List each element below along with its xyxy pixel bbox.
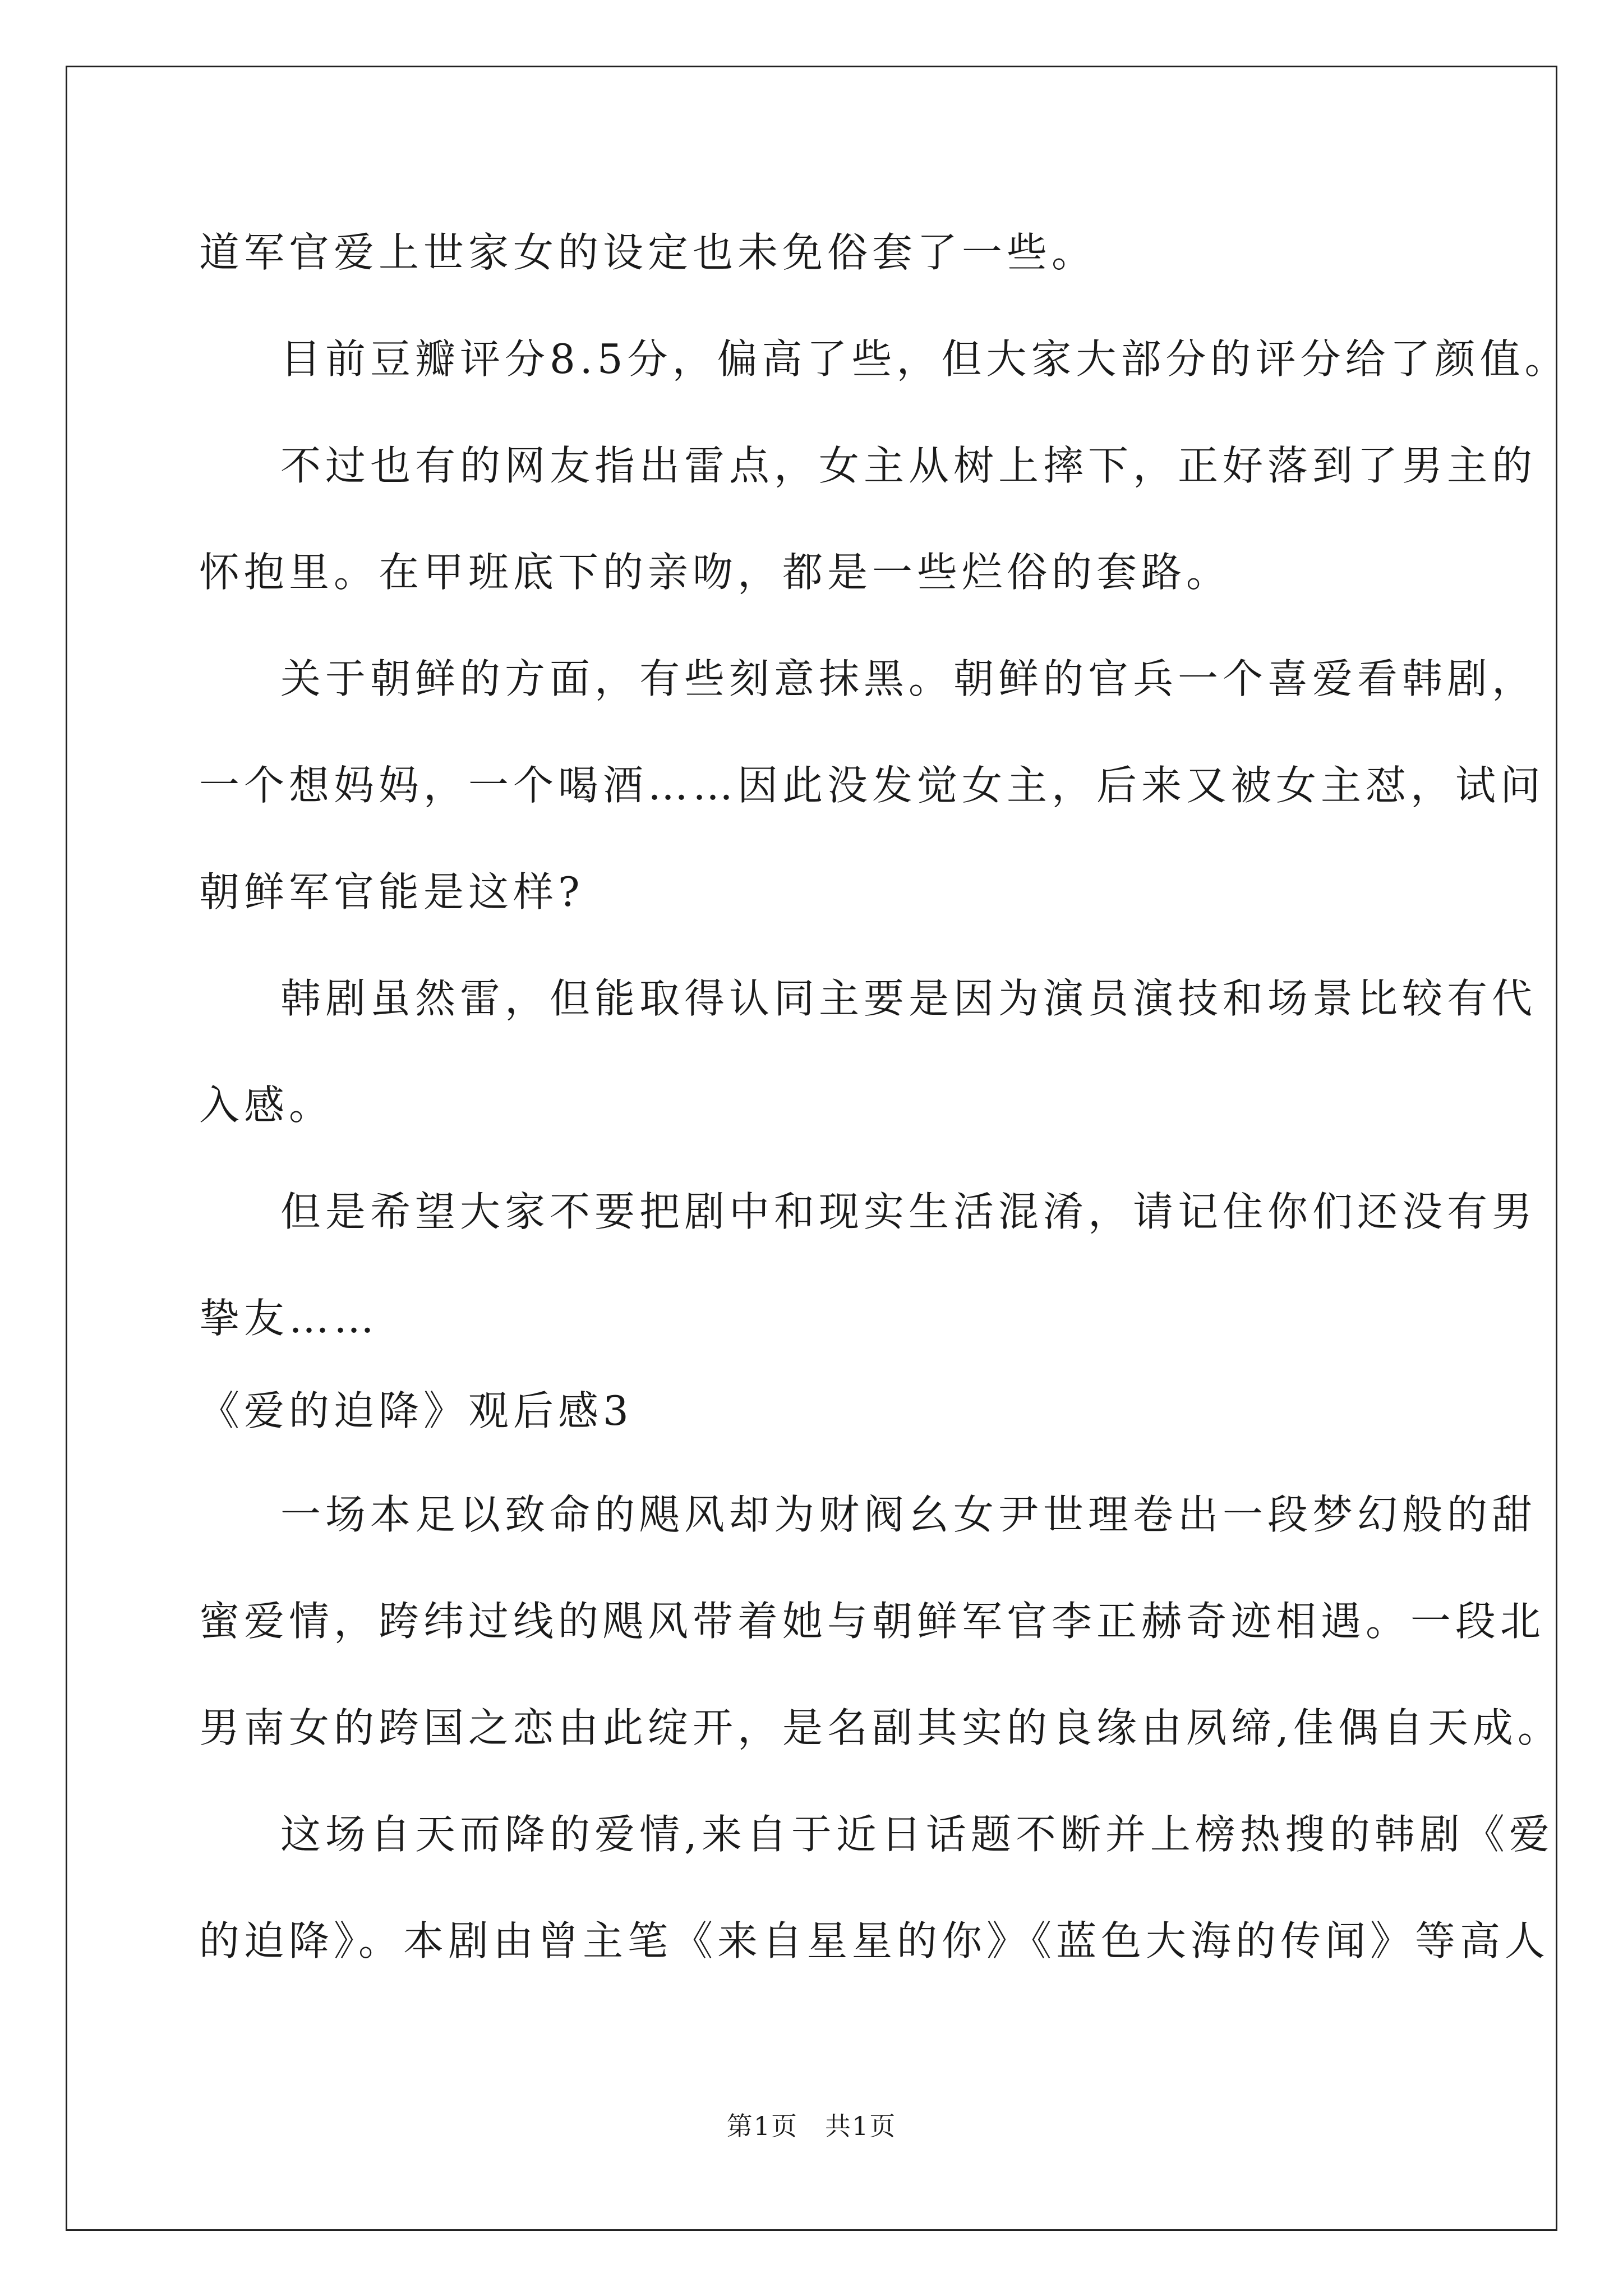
section-heading: 《爱的迫降》观后感3	[199, 1387, 633, 1434]
body-line-6: 一个想妈妈，一个喝酒……因此没发觉女主，后来又被女主怼，试问	[199, 762, 1546, 809]
page-footer: 第1页 共1页	[726, 2111, 897, 2141]
body-line-2: 目前豆瓣评分8.5分，偏高了些，但大家大部分的评分给了颜值。	[280, 335, 1570, 383]
body-line-9: 入感。	[199, 1082, 334, 1129]
body-line-11: 挚友……	[199, 1295, 379, 1342]
body-line-3: 不过也有的网友指出雷点，女主从树上摔下，正好落到了男主的	[280, 442, 1537, 489]
body-line-16: 的迫降》。本剧由曾主笔《来自星星的你》《蓝色大海的传闻》等高人	[199, 1917, 1550, 1964]
body-line-14: 男南女的跨国之恋由此绽开，是名副其实的良缘由夙缔,佳偶自天成。	[199, 1704, 1562, 1751]
body-line-8: 韩剧虽然雷，但能取得认同主要是因为演员演技和场景比较有代	[280, 975, 1537, 1022]
body-line-13: 蜜爱情，跨纬过线的飓风带着她与朝鲜军官李正赫奇迹相遇。一段北	[199, 1598, 1546, 1645]
body-line-5: 关于朝鲜的方面，有些刻意抹黑。朝鲜的官兵一个喜爱看韩剧，	[280, 655, 1537, 702]
page-border	[66, 66, 1557, 2231]
body-line-7: 朝鲜军官能是这样?	[199, 868, 584, 915]
body-line-15: 这场自天而降的爱情,来自于近日话题不断并上榜热搜的韩剧《爱	[280, 1811, 1554, 1858]
body-line-4: 怀抱里。在甲班底下的亲吻，都是一些烂俗的套路。	[199, 549, 1232, 596]
body-line-12: 一场本足以致命的飓风却为财阀幺女尹世理卷出一段梦幻般的甜	[280, 1491, 1537, 1538]
body-line-1: 道军官爱上世家女的设定也未免俗套了一些。	[199, 229, 1097, 276]
body-line-10: 但是希望大家不要把剧中和现实生活混淆，请记住你们还没有男	[280, 1188, 1537, 1235]
